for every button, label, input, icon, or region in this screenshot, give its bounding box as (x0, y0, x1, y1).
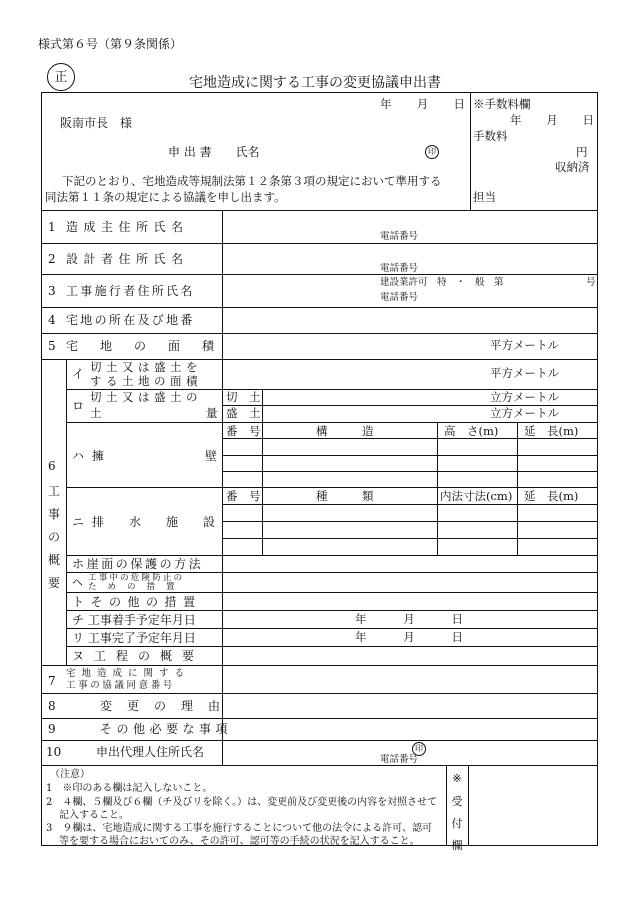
fee-heading: ※手数料欄 (473, 97, 531, 111)
item-chi-date: 年 月 日 (355, 612, 463, 626)
row1-phone-label: 電話番号 (380, 231, 419, 242)
ni-col-number: 番 号 (226, 489, 261, 503)
item-ho-label: ホ崖面の保護の方法 (72, 557, 204, 571)
row3-license-gou: 号 (586, 277, 596, 288)
item-ha-label-b: 壁 (205, 449, 218, 463)
row4-number: 4 (48, 313, 56, 327)
row10-label: 申出代理人住所氏名 (96, 745, 205, 759)
cut-unit: 立方メートル (490, 390, 559, 404)
row7-label-1: 宅地造成に関する (66, 668, 191, 679)
item-ha-label-a: 擁 (92, 449, 105, 463)
row8-number: 8 (48, 699, 56, 713)
row10-number: 10 (46, 745, 62, 759)
row7-number: 7 (48, 674, 56, 688)
row3-number: 3 (48, 284, 56, 298)
row2-label: 設計者住所氏名 (66, 252, 189, 266)
note-2-cont: 記入すること。 (59, 810, 129, 821)
row7-label-2: 工事の協議同意番号 (66, 680, 175, 691)
item-ni-label: 排水施設 (92, 515, 241, 529)
item-he-label-1: 工事中の危険防止の (88, 573, 185, 583)
applicant-seal: 印 (425, 145, 439, 159)
ha-col-length: 延 長(m) (524, 424, 579, 438)
note-1: 1 ※印のある欄は記入しないこと。 (46, 783, 213, 794)
addressee: 阪南市長 様 (60, 116, 133, 130)
row4-label: 宅地の所在及び地番 (66, 313, 195, 327)
item-chi-label: チ 工事着手予定年月日 (72, 613, 196, 627)
row9-number: 9 (48, 722, 56, 736)
item-ha-kana: ハ (72, 449, 85, 463)
item-he-label-2: ための措置 (88, 582, 186, 592)
row1-number: 1 (48, 220, 56, 234)
item-ri-label: リ 工事完了予定年月日 (72, 631, 196, 645)
fee-label: 手数料 (473, 129, 508, 143)
form-title: 宅地造成に関する工事の変更協議申出書 (189, 75, 441, 91)
ha-col-structure: 構 造 (316, 424, 374, 438)
ha-col-height: 高 さ(m) (444, 424, 499, 438)
receipt-column-label: ※ 受 付 欄 (451, 772, 463, 852)
row5-label: 宅地の面積 (66, 339, 237, 353)
intro-text-1: 下記のとおり、宅地造成等規制法第１２条第３項の規定において準用する (62, 174, 442, 188)
row8-label: 変更の理由 (100, 699, 236, 713)
ha-col-number: 番 号 (226, 424, 261, 438)
section6-label: 工 事 の 概 要 (47, 484, 60, 590)
fee-yen: 円 (576, 145, 588, 159)
item-ro-kana: ロ (72, 399, 85, 413)
row3-license-label: 建設業許可 特 ・ 般 第 (380, 277, 504, 288)
item-nu-label: ヌ工程の概要 (72, 649, 205, 663)
item-to-label: トその他の措置 (72, 595, 202, 609)
cut-label: 切 土 (226, 390, 261, 404)
row3-phone-label: 電話番号 (380, 292, 419, 303)
row2-phone-label: 電話番号 (380, 263, 419, 274)
row5-unit: 平方メートル (490, 338, 559, 352)
section6-number: 6 (48, 459, 56, 473)
item-ro-label-2b: 量 (206, 406, 218, 420)
original-copy-stamp: 正 (47, 63, 75, 91)
fill-unit: 立方メートル (490, 406, 559, 420)
note-3-cont: 等を要する場合においてのみ、その許可、認可等の手続の状況を記入すること。 (59, 836, 420, 847)
fee-date: 年 月 日 (510, 113, 594, 127)
item-i-unit: 平方メートル (490, 366, 559, 380)
note-3: 3 ９欄は、宅地造成に関する工事を施行することについて他の法令による許可、認可 (46, 823, 433, 834)
item-ni-kana: ニ (72, 515, 85, 529)
row2-number: 2 (48, 252, 56, 266)
row10-phone-label: 電話番号 (380, 754, 419, 765)
form-number: 様式第６号（第９条関係） (38, 37, 183, 51)
row10-seal: 印 (412, 742, 426, 756)
item-ri-date: 年 月 日 (355, 630, 463, 644)
applicant-name-label: 申 出 書 氏名 (168, 145, 260, 159)
ni-col-length: 延 長(m) (524, 489, 579, 503)
notes-heading: （注意） (50, 769, 90, 780)
item-i-label-1: 切土又は盛土を (90, 360, 202, 374)
row5-number: 5 (48, 339, 56, 353)
item-ro-label-2a: 土 (90, 406, 102, 420)
item-ro-label-1: 切土又は盛土の (90, 390, 202, 404)
row1-label: 造成主住所氏名 (66, 220, 189, 234)
row3-label: 工事施行者住所氏名 (66, 284, 195, 298)
row9-label: その他必要な事項 (100, 722, 233, 736)
fill-label: 盛 土 (226, 406, 261, 420)
application-date: 年 月 日 (380, 97, 465, 111)
note-2: 2 ４欄、５欄及び６欄（チ及びリを除く。）は、変更前及び変更後の内容を対照させて (46, 797, 438, 808)
intro-text-2: 同法第１１条の規定による協議を申し出ます。 (45, 190, 286, 204)
ni-col-type: 種 類 (316, 489, 374, 503)
item-he-kana: ヘ (72, 576, 83, 589)
fee-staff: 担当 (473, 190, 496, 204)
fee-paid: 収納済 (555, 160, 590, 174)
ni-col-size: 内法寸法(cm) (440, 489, 513, 503)
item-i-kana: イ (72, 367, 85, 381)
item-i-label-2: する土地の面積 (90, 374, 202, 388)
